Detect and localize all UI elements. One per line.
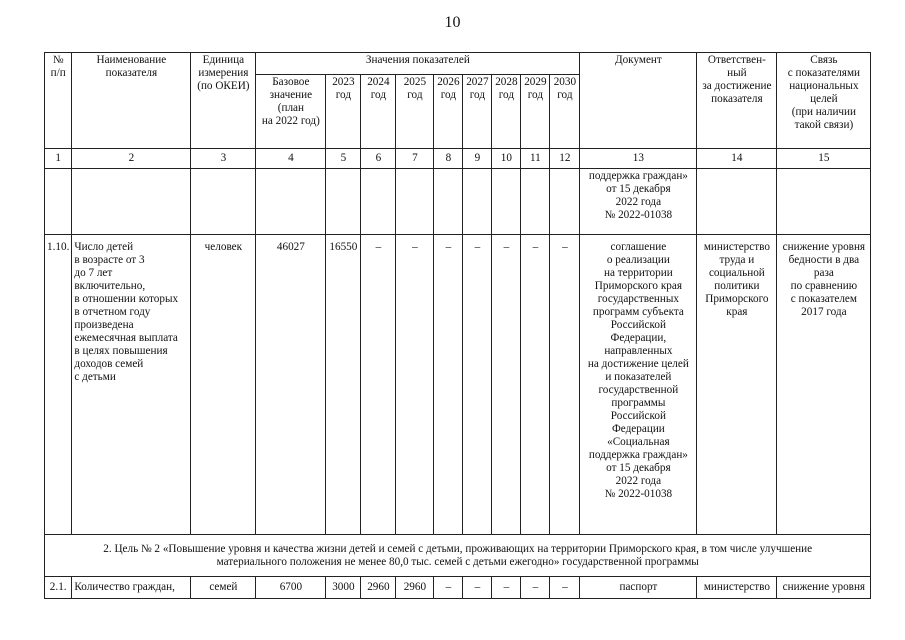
value-2023: 3000 <box>326 577 361 599</box>
header-year: 2026 год <box>434 75 463 149</box>
col-number: 3 <box>191 149 256 169</box>
header-responsible: Ответствен- ный за достижение показателя <box>697 53 777 149</box>
value-2023: 16550 <box>326 235 361 535</box>
value-2024: – <box>361 235 396 535</box>
header-num: № п/п <box>45 53 72 149</box>
value-2029: – <box>521 577 550 599</box>
page-number: 10 <box>444 14 461 31</box>
col-number: 4 <box>256 149 326 169</box>
base-value: 6700 <box>256 577 326 599</box>
row-number: 1.10. <box>45 235 72 535</box>
national-goal-link-cell: снижение уровня <box>777 577 871 599</box>
document-cell: соглашение о реализации на территории Приморского края государственных программ субъекта Российской Федерации, направленных на достижение целей и показателей государственной программы Российской Федерации «Социальная поддержка граждан» от 15 декабря 2022 года № 2022-01038 <box>580 235 697 535</box>
value-2025: – <box>396 235 434 535</box>
value-2028: – <box>492 577 521 599</box>
goal-2-heading: 2. Цель № 2 «Повышение уровня и качества жизни детей и семей с детьми, проживающих на территории Приморского края, в том числе улучшение материального положения не менее 80,0 тыс. семей с детьми ежегодно» государственной программы <box>45 535 871 577</box>
value-2024: 2960 <box>361 577 396 599</box>
value-2030: – <box>550 235 580 535</box>
header-base: Базовое значение (план на 2022 год) <box>256 75 326 149</box>
row-number: 2.1. <box>45 577 72 599</box>
header-year: 2025 год <box>396 75 434 149</box>
national-goal-link-cell: снижение уровня бедности в два раза по сравнению с показателем 2017 года <box>777 235 871 535</box>
header-year: 2024 год <box>361 75 396 149</box>
header-year: 2027 год <box>463 75 492 149</box>
col-number: 10 <box>492 149 521 169</box>
col-number: 6 <box>361 149 396 169</box>
goal-row <box>45 535 871 577</box>
indicator-name: Количество граждан, <box>72 577 191 599</box>
table-row <box>45 577 871 599</box>
col-number: 1 <box>45 149 72 169</box>
indicators-table <box>44 52 871 599</box>
header-year: 2030 год <box>550 75 580 149</box>
header-row-1 <box>45 53 871 75</box>
table-row <box>45 235 871 535</box>
value-2028: – <box>492 235 521 535</box>
value-2027: – <box>463 235 492 535</box>
header-link: Связь с показателями национальных целей (при наличии такой связи) <box>777 53 871 149</box>
document-cell: паспорт <box>580 577 697 599</box>
base-value: 46027 <box>256 235 326 535</box>
col-number: 11 <box>521 149 550 169</box>
header-year: 2029 год <box>521 75 550 149</box>
header-name: Наименование показателя <box>72 53 191 149</box>
value-2030: – <box>550 577 580 599</box>
continuation-row <box>45 169 871 235</box>
col-number: 5 <box>326 149 361 169</box>
col-number: 2 <box>72 149 191 169</box>
indicator-name: Число детей в возрасте от 3 до 7 лет включительно, в отношении которых в отчетном году произведена ежемесячная выплата в целях повышения доходов семей с детьми <box>72 235 191 535</box>
responsible-cell: министерство труда и социальной политики Приморского края <box>697 235 777 535</box>
continuation-document: поддержка граждан» от 15 декабря 2022 года № 2022-01038 <box>580 169 697 235</box>
value-2029: – <box>521 235 550 535</box>
col-number: 13 <box>580 149 697 169</box>
header-unit: Единица измерения (по ОКЕИ) <box>191 53 256 149</box>
value-2026: – <box>434 235 463 535</box>
indicator-unit: человек <box>191 235 256 535</box>
value-2027: – <box>463 577 492 599</box>
col-number: 14 <box>697 149 777 169</box>
header-year: 2023 год <box>326 75 361 149</box>
col-number: 8 <box>434 149 463 169</box>
col-number: 15 <box>777 149 871 169</box>
column-numbers-row <box>45 149 871 169</box>
header-year: 2028 год <box>492 75 521 149</box>
col-number: 9 <box>463 149 492 169</box>
value-2025: 2960 <box>396 577 434 599</box>
header-document: Документ <box>580 53 697 149</box>
col-number: 12 <box>550 149 580 169</box>
header-values-group: Значения показателей <box>256 53 580 75</box>
indicator-unit: семей <box>191 577 256 599</box>
responsible-cell: министерство <box>697 577 777 599</box>
col-number: 7 <box>396 149 434 169</box>
value-2026: – <box>434 577 463 599</box>
